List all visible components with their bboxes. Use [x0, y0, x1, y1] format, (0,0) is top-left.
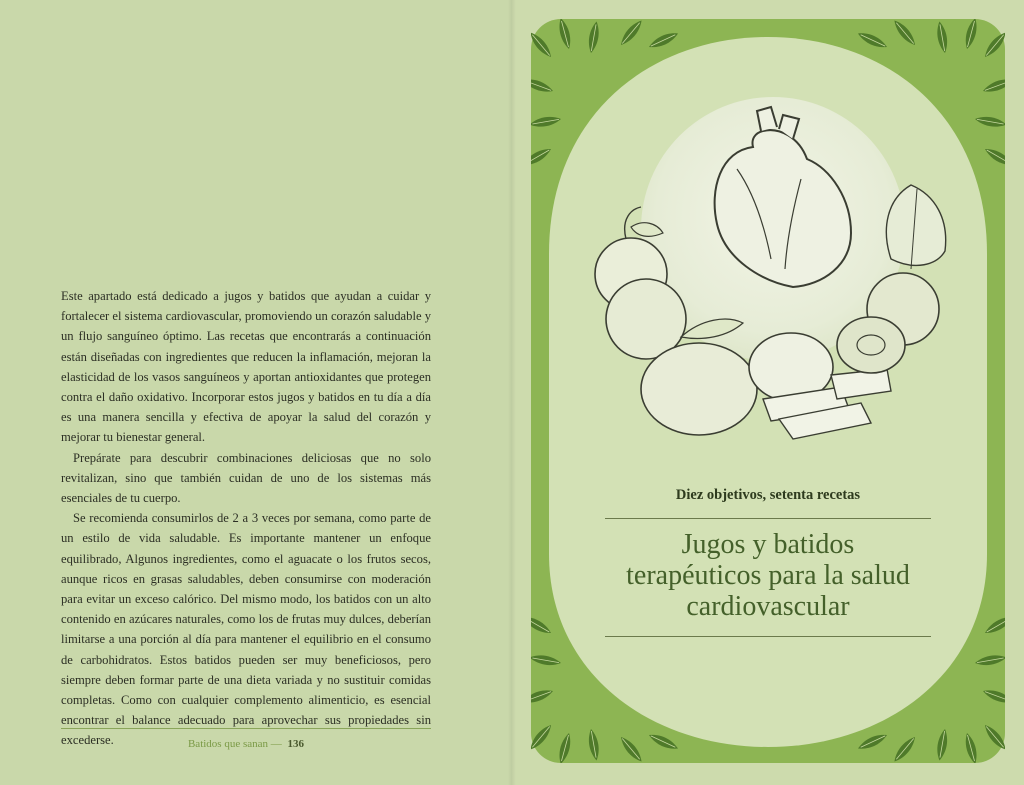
page-footer: [61, 738, 431, 750]
title-line-2: terapéuticos para la salud: [626, 560, 910, 591]
title-rule-bottom: [605, 636, 931, 637]
paragraph-1: Este apartado está dedicado a jugos y batidos que ayudan a cuidar y fortalecer el sistema cardiovascular, promoviendo un corazón saludable y un flujo sanguíneo óptimo. Las recetas que encontrarás a continuación están diseñadas con ingredientes que reducen la inflamación, mejoran la elasticidad de los vasos sanguíneos y aportan antioxidantes que protegen contra el daño oxidativo. Incorporar estos jugos y batidos en tu día a día es una manera sencilla y efectiva de apoyar la salud del corazón y mejorar tu bienestar general.: [61, 289, 431, 445]
body-text: [61, 286, 431, 751]
chapter-subtitle: Diez objetivos, setenta recetas: [675, 487, 861, 503]
chapter-title: [572, 529, 964, 622]
paragraph-2: Prepárate para descubrir combinaciones deliciosas que no solo revitalizan, sino que también cuidan de uno de los sistemas más esenciales de tu cuerpo.: [61, 450, 431, 506]
book-gutter: [508, 0, 516, 785]
title-line-3: cardiovascular: [686, 591, 850, 622]
footer-book-title: Batidos que sanan: [187, 738, 269, 750]
title-rule-top: [605, 518, 931, 519]
right-page: [512, 0, 1024, 785]
page-number: 136: [287, 738, 305, 750]
decorative-frame: [531, 19, 1005, 763]
footer-separator: —: [270, 738, 282, 750]
title-line-1: Jugos y batidos: [681, 529, 855, 560]
paragraph-3: Se recomienda consumirlos de 2 a 3 veces por semana, como parte de un estilo de vida saludable. Es importante mantener un enfoque equilibrado, Algunos ingredientes, como el aguacate o los frutos secos, aunque ricos en grasas saludables, deben consumirse con moderación para evitar un exceso calórico. Del mismo modo, los batidos con un alto contenido en azúcares naturales, como los de frutas muy dulces, deberían limitarse a una porción al día para mantener el equilibrio en el consumo de carbohidratos. Estos batidos pueden ser muy beneficiosos, pero siempre deben formar parte de una dieta variada y no sustituir comidas completas. Como con cualquier complemento alimenticio, es esencial encontrar el balance adecuado para aprovechar sus propiedades sin excederse.: [61, 511, 431, 748]
footer-rule: [61, 728, 431, 729]
